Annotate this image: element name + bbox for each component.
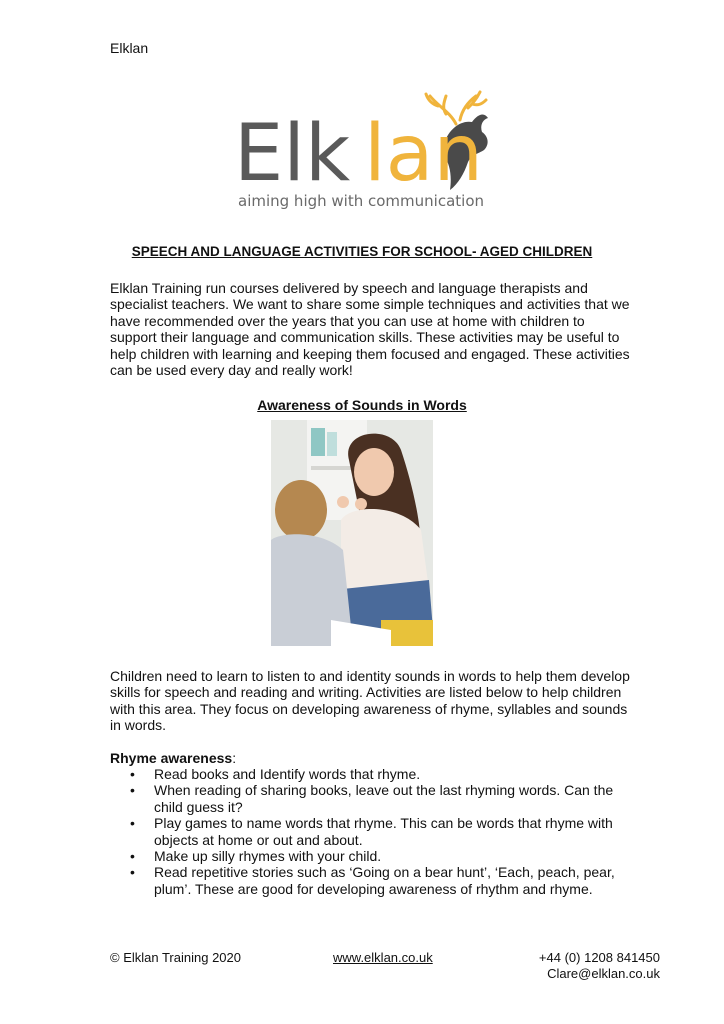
elklan-logo-graphic	[232, 84, 502, 214]
footer-contact	[539, 950, 660, 982]
elklan-logo	[232, 84, 502, 214]
svg-text:aiming high with communication: aiming high with communication	[238, 192, 484, 210]
footer-website-link[interactable]: www.elklan.co.uk	[333, 950, 433, 965]
section-heading: Awareness of Sounds in Words	[257, 397, 467, 413]
section-body-paragraph: Children need to learn to listen to and identity sounds in words to help them develop skills for speech and reading and writing. Activities are listed below to help children with this area. They focus on developing awareness of rhyme, syllables and sounds in words.	[110, 668, 630, 734]
list-item: • When reading of sharing books, leave out the last rhyming words. Can the child guess it?	[110, 782, 630, 815]
footer-email[interactable]: Clare@elklan.co.uk	[547, 966, 660, 981]
rhyme-awareness-heading: Rhyme awareness:	[110, 750, 237, 766]
document-header-label: Elklan	[110, 40, 149, 56]
list-item: • Read books and Identify words that rhyme.	[110, 766, 630, 782]
intro-paragraph: Elklan Training run courses delivered by speech and language therapists and specialist teachers. We want to share some simple techniques and activities that we have recommended over the years that you can use at home with children to support their language and communication skills. These activities may be useful to help children with learning and keeping them focused and engaged. These activities can be used every day and really work!	[110, 280, 630, 379]
list-item: • Read repetitive stories such as ‘Going on a bear hunt’, ‘Each, peach, pear, plum’. These are good for developing awareness of rhythm and rhyme.	[110, 864, 630, 897]
list-item: • Play games to name words that rhyme. This can be words that rhyme with objects at home or out and about.	[110, 815, 630, 848]
svg-text:lan: lan	[364, 109, 483, 199]
footer-copyright: © Elklan Training 2020	[110, 950, 241, 965]
footer-phone: +44 (0) 1208 841450	[538, 950, 660, 965]
activity-photo	[271, 420, 433, 646]
rhyme-activity-list	[110, 766, 630, 897]
document-title: SPEECH AND LANGUAGE ACTIVITIES FOR SCHOOL- AGED CHILDREN	[131, 244, 593, 259]
list-item: • Make up silly rhymes with your child.	[110, 848, 630, 864]
svg-text:Elk: Elk	[234, 109, 351, 199]
